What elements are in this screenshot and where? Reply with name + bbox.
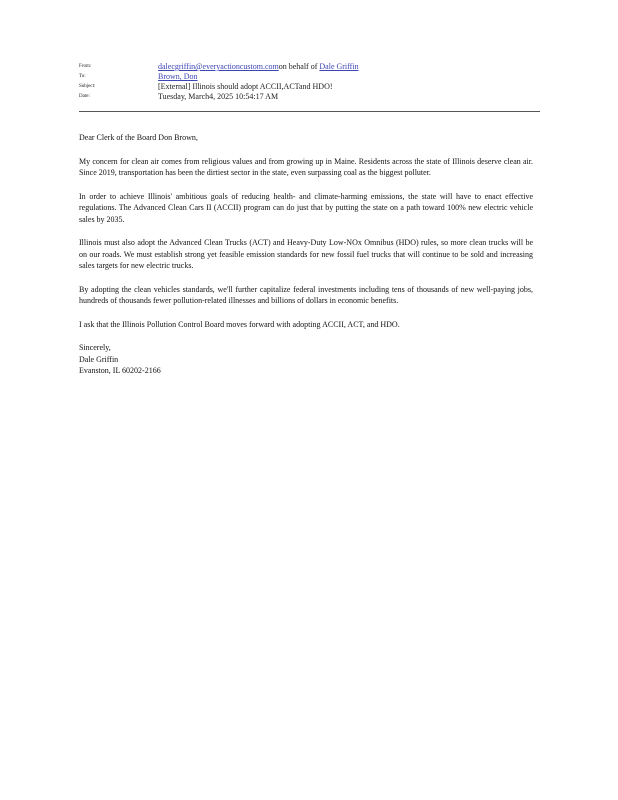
salutation: Dear Clerk of the Board Don Brown, <box>79 133 198 142</box>
body-paragraph-3: Illinois must also adopt the Advanced Clean Trucks (ACT) and Heavy-Duty Low-NOx Omnibus (HDO) rules, so more clean trucks will be on our roads. We must establish strong yet feasible emission standards for new fossil fuel trucks that will continue to be sold and increasing sales targets for new electric trucks. <box>79 238 533 270</box>
to-label: To: <box>79 74 86 79</box>
from-mid-text: on behalf of <box>278 62 320 71</box>
to-row <box>79 72 539 82</box>
body-paragraph-2: In order to achieve Illinois' ambitious goals of reducing health- and climate-harming emissions, the state will have to enact effective regulations. The Advanced Clean Cars II (ACCII) program can do just that by putting the state on a path toward 100% new electric vehicle sales by 2035. <box>79 191 533 224</box>
closing-text: Sincerely, <box>79 343 111 352</box>
signature-block <box>79 342 533 377</box>
from-name-link[interactable]: Dale Griffin <box>319 62 359 71</box>
from-email-link[interactable]: dalecgriffin@everyactioncustom.com <box>158 62 279 71</box>
email-body <box>79 132 533 377</box>
signer-address: Evanston, IL 60202-2166 <box>79 366 161 375</box>
body-paragraph-4: By adopting the clean vehicles standards, we'll further capitalize federal investments including tens of thousands of new well-paying jobs, hundreds of thousands fewer pollution-related illnesses and billions of dollars in economic benefits. <box>79 284 533 305</box>
subject-row <box>79 82 539 92</box>
subject-value: [External] Illinois should adopt ACCII,ACTand HDO! <box>158 82 333 91</box>
header-divider <box>79 111 540 112</box>
body-paragraph-1: My concern for clean air comes from religious values and from growing up in Maine. Residents across the state of Illinois deserve clean air. Since 2019, transportation has been the dirtiest sector in the state, even surpassing coal as the biggest polluter. <box>79 156 533 177</box>
to-recipient-link[interactable]: Brown, Don <box>158 72 198 81</box>
date-value: Tuesday, March4, 2025 10:54:17 AM <box>158 92 279 101</box>
date-row <box>79 92 539 102</box>
from-label: From: <box>79 64 92 69</box>
from-row <box>79 62 539 72</box>
subject-label: Subject: <box>79 84 96 89</box>
signer-name: Dale Griffin <box>79 354 119 364</box>
date-label: Date: <box>79 94 90 99</box>
email-header <box>79 62 539 102</box>
body-paragraph-5: I ask that the Illinois Pollution Control Board moves forward with adopting ACCII, ACT, and HDO. <box>79 319 400 329</box>
from-value <box>158 62 359 72</box>
